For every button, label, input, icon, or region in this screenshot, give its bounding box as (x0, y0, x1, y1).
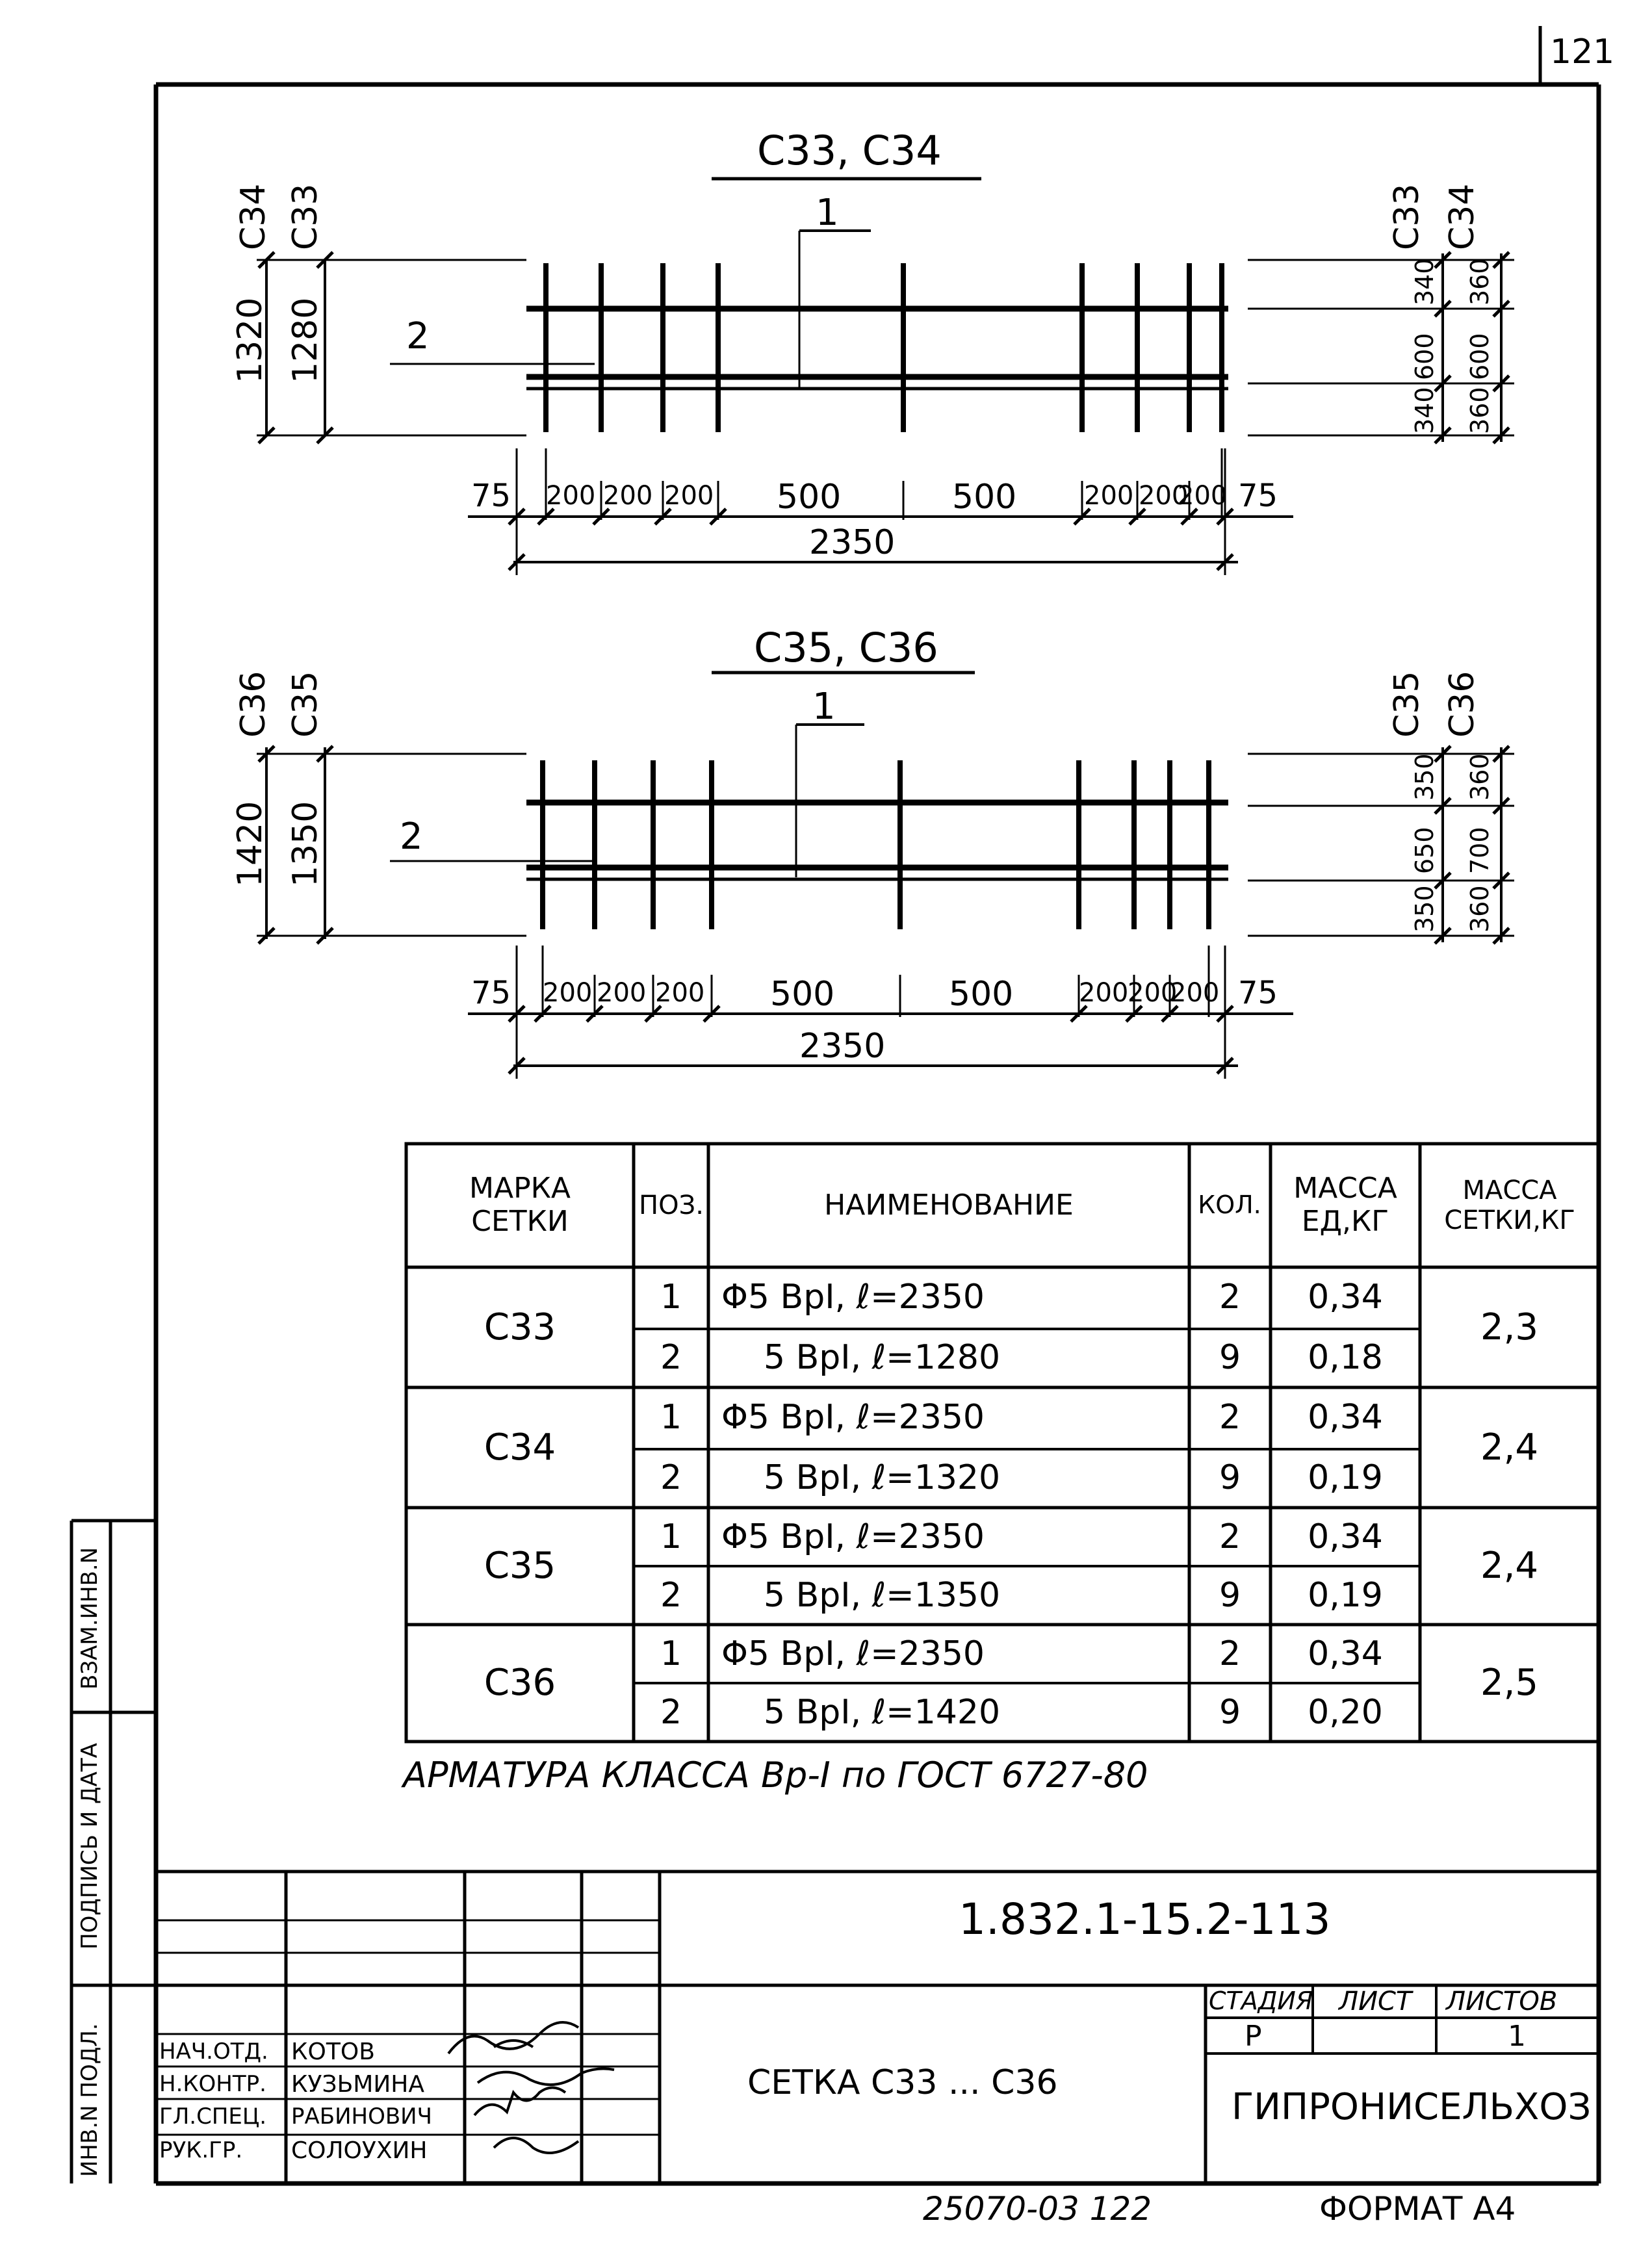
reinforcement-note: АРМАТУРА КЛАССА Вр-I по ГОСТ 6727-80 (403, 1755, 1148, 1796)
table-pos: 2 (660, 1693, 682, 1732)
name-2: КУЗЬМИНА (291, 2071, 424, 2098)
sheet-number: 121 (1550, 32, 1615, 71)
document-code: 1.832.1-15.2-113 (959, 1894, 1331, 1944)
drawing-1-left-dim-inner: 1280 (286, 297, 325, 383)
drawing-2-left-dim-outer: 1420 (231, 801, 270, 887)
side-label-inv-original: ИНВ.N ПОДЛ. (77, 2023, 103, 2177)
table-qty: 2 (1219, 1634, 1241, 1673)
table-header-pos: ПОЗ. (639, 1191, 704, 1220)
drawing-1-dim-200-1: 200 (546, 481, 596, 511)
drawing-1-pos-1: 1 (816, 192, 839, 234)
drawing-2-left-mark-inner: C35 (286, 671, 325, 738)
paper-format: ФОРМАТ А4 (1319, 2190, 1516, 2228)
drawing-2-total: 2350 (799, 1027, 886, 1066)
drawing-2-title: C35, C36 (754, 624, 938, 671)
table-qty: 9 (1219, 1337, 1241, 1377)
table-unit-mass: 0,34 (1308, 1517, 1383, 1556)
table-unit-mass: 0,19 (1308, 1458, 1383, 1497)
role-1: НАЧ.ОТД. (159, 2039, 268, 2065)
table-mesh-mass: 2,3 (1480, 1306, 1539, 1348)
table-unit-mass: 0,19 (1308, 1576, 1383, 1615)
name-1: КОТОВ (291, 2039, 375, 2065)
drawing-2-dim-200-5: 200 (1128, 978, 1178, 1008)
table-unit-mass: 0,18 (1308, 1337, 1383, 1377)
table-mesh-mass: 2,4 (1480, 1426, 1539, 1469)
table-name: 5 ВрI, ℓ=1320 (764, 1458, 1001, 1497)
drawing-1-right-dim-a2: 600 (1410, 333, 1439, 380)
table-name: Φ5 ВрI, ℓ=2350 (721, 1634, 985, 1673)
table-mesh-mass: 2,5 (1480, 1662, 1539, 1704)
drawing-2-right-mark-a: C35 (1387, 671, 1426, 738)
drawing-1-pos-2: 2 (406, 315, 430, 357)
table-unit-mass: 0,34 (1308, 1634, 1383, 1673)
drawing-2-pos-2: 2 (400, 816, 423, 858)
drawing-2-right-dim-b3: 360 (1465, 885, 1494, 933)
drawing-2-dim-500-1: 500 (770, 975, 835, 1014)
table-header-unit-mass: МАССА ЕД,КГ (1293, 1172, 1397, 1238)
table-pos: 2 (660, 1576, 682, 1615)
table-pos: 2 (660, 1458, 682, 1497)
table-name: Φ5 ВрI, ℓ=2350 (721, 1278, 985, 1317)
drawing-1-right-dim-a3: 340 (1410, 387, 1439, 434)
name-3: РАБИНОВИЧ (291, 2104, 432, 2130)
table-qty: 2 (1219, 1398, 1241, 1437)
table-pos: 2 (660, 1337, 682, 1377)
drawing-1-dim-200-6: 200 (1178, 481, 1228, 511)
drawing-2-pos-1: 1 (812, 686, 836, 728)
table-name: Φ5 ВрI, ℓ=2350 (721, 1398, 985, 1437)
sheet-label: ЛИСТ (1339, 1987, 1412, 2016)
organization: ГИПРОНИСЕЛЬХОЗ (1232, 2086, 1592, 2128)
drawing-1-left-dim-outer: 1320 (231, 297, 270, 383)
name-4: СОЛОУХИН (291, 2137, 428, 2164)
table-mesh-mass: 2,4 (1480, 1545, 1539, 1587)
drawing-1-right-dim-b3: 360 (1465, 387, 1494, 434)
stage-label: СТАДИЯ (1209, 1987, 1313, 2015)
drawing-1-dim-200-4: 200 (1084, 481, 1134, 511)
drawing-2-right-dim-a1: 350 (1410, 753, 1439, 801)
table-unit-mass: 0,34 (1308, 1278, 1383, 1317)
role-3: ГЛ.СПЕЦ. (159, 2104, 267, 2130)
table-pos: 1 (660, 1398, 682, 1437)
side-label-replaced-inv: ВЗАМ.ИНВ.N (77, 1547, 103, 1690)
drawing-1-right-dim-a1: 340 (1410, 258, 1439, 305)
drawing-1-right-mark-a: C33 (1387, 183, 1426, 250)
drawing-2-dim-200-4: 200 (1079, 978, 1129, 1008)
drawing-title: СЕТКА С33 ... С36 (747, 2063, 1058, 2102)
table-qty: 2 (1219, 1517, 1241, 1556)
drawing-1-title: C33, C34 (757, 127, 942, 174)
drawing-1-left-mark-inner: C33 (286, 183, 325, 250)
drawing-1-dim-75-right: 75 (1238, 478, 1278, 514)
drawing-1-dim-500-2: 500 (952, 478, 1017, 517)
drawing-2-dim-200-6: 200 (1170, 978, 1220, 1008)
table-header-mark: МАРКА СЕТКИ (469, 1172, 571, 1238)
table-name: 5 ВрI, ℓ=1420 (764, 1693, 1001, 1732)
drawing-2-right-mark-b: C36 (1443, 671, 1482, 738)
role-4: РУК.ГР. (159, 2137, 243, 2163)
drawing-2-dim-200-1: 200 (543, 978, 593, 1008)
table-unit-mass: 0,34 (1308, 1398, 1383, 1437)
drawing-1-dim-200-5: 200 (1139, 481, 1189, 511)
table-header-name: НАИМЕНОВАНИЕ (824, 1188, 1074, 1222)
table-name: Φ5 ВрI, ℓ=2350 (721, 1517, 985, 1556)
drawing-1-total: 2350 (809, 523, 896, 562)
table-unit-mass: 0,20 (1308, 1693, 1383, 1732)
drawing-2-dim-500-2: 500 (949, 975, 1014, 1014)
table-mark: C35 (484, 1545, 556, 1587)
drawing-1-dim-75-left: 75 (471, 478, 511, 514)
archive-code: 25070-03 122 (923, 2190, 1152, 2228)
drawing-1-dim-500-1: 500 (777, 478, 842, 517)
drawing-2-dim-200-2: 200 (597, 978, 647, 1008)
drawing-1-dim-200-2: 200 (603, 481, 653, 511)
drawing-2-right-dim-b1: 360 (1465, 753, 1494, 801)
table-mark: C36 (484, 1662, 556, 1704)
table-pos: 1 (660, 1278, 682, 1317)
drawing-1-left-mark-outer: C34 (234, 183, 273, 250)
drawing-2-right-dim-a3: 350 (1410, 885, 1439, 933)
table-pos: 1 (660, 1517, 682, 1556)
role-2: Н.КОНТР. (159, 2071, 266, 2097)
drawing-1-dim-200-3: 200 (664, 481, 714, 511)
table-name: 5 ВрI, ℓ=1350 (764, 1576, 1001, 1615)
table-header-mesh-mass: МАССА СЕТКИ,КГ (1444, 1176, 1575, 1235)
drawing-1-right-mark-b: C34 (1443, 183, 1482, 250)
table-qty: 9 (1219, 1693, 1241, 1732)
table-header-qty: КОЛ. (1198, 1191, 1261, 1220)
mesh-drawing-1 (257, 179, 1514, 575)
drawing-2-left-dim-inner: 1350 (286, 801, 325, 887)
table-mark: C34 (484, 1426, 556, 1469)
drawing-2-right-dim-b2: 700 (1465, 827, 1494, 874)
stage-value: Р (1245, 2020, 1262, 2053)
table-qty: 2 (1219, 1278, 1241, 1317)
sheets-label: ЛИСТОВ (1446, 1987, 1558, 2016)
drawing-1-right-dim-b2: 600 (1465, 333, 1494, 380)
drawing-1-right-dim-b1: 360 (1465, 258, 1494, 305)
drawing-2-right-dim-a2: 650 (1410, 827, 1439, 874)
table-qty: 9 (1219, 1458, 1241, 1497)
drawing-2-dim-75-left: 75 (471, 975, 511, 1011)
mesh-drawing-2 (257, 673, 1514, 1079)
drawing-2-dim-200-3: 200 (655, 978, 705, 1008)
drawing-2-left-mark-outer: C36 (234, 671, 273, 738)
table-pos: 1 (660, 1634, 682, 1673)
table-qty: 9 (1219, 1576, 1241, 1615)
drawing-2-dim-75-right: 75 (1238, 975, 1278, 1011)
table-name: 5 ВрI, ℓ=1280 (764, 1337, 1001, 1377)
table-mark: C33 (484, 1306, 556, 1348)
signatures (448, 2022, 614, 2153)
sheets-value: 1 (1508, 2020, 1526, 2053)
side-label-signature-date: ПОДПИСЬ И ДАТА (77, 1743, 103, 1950)
